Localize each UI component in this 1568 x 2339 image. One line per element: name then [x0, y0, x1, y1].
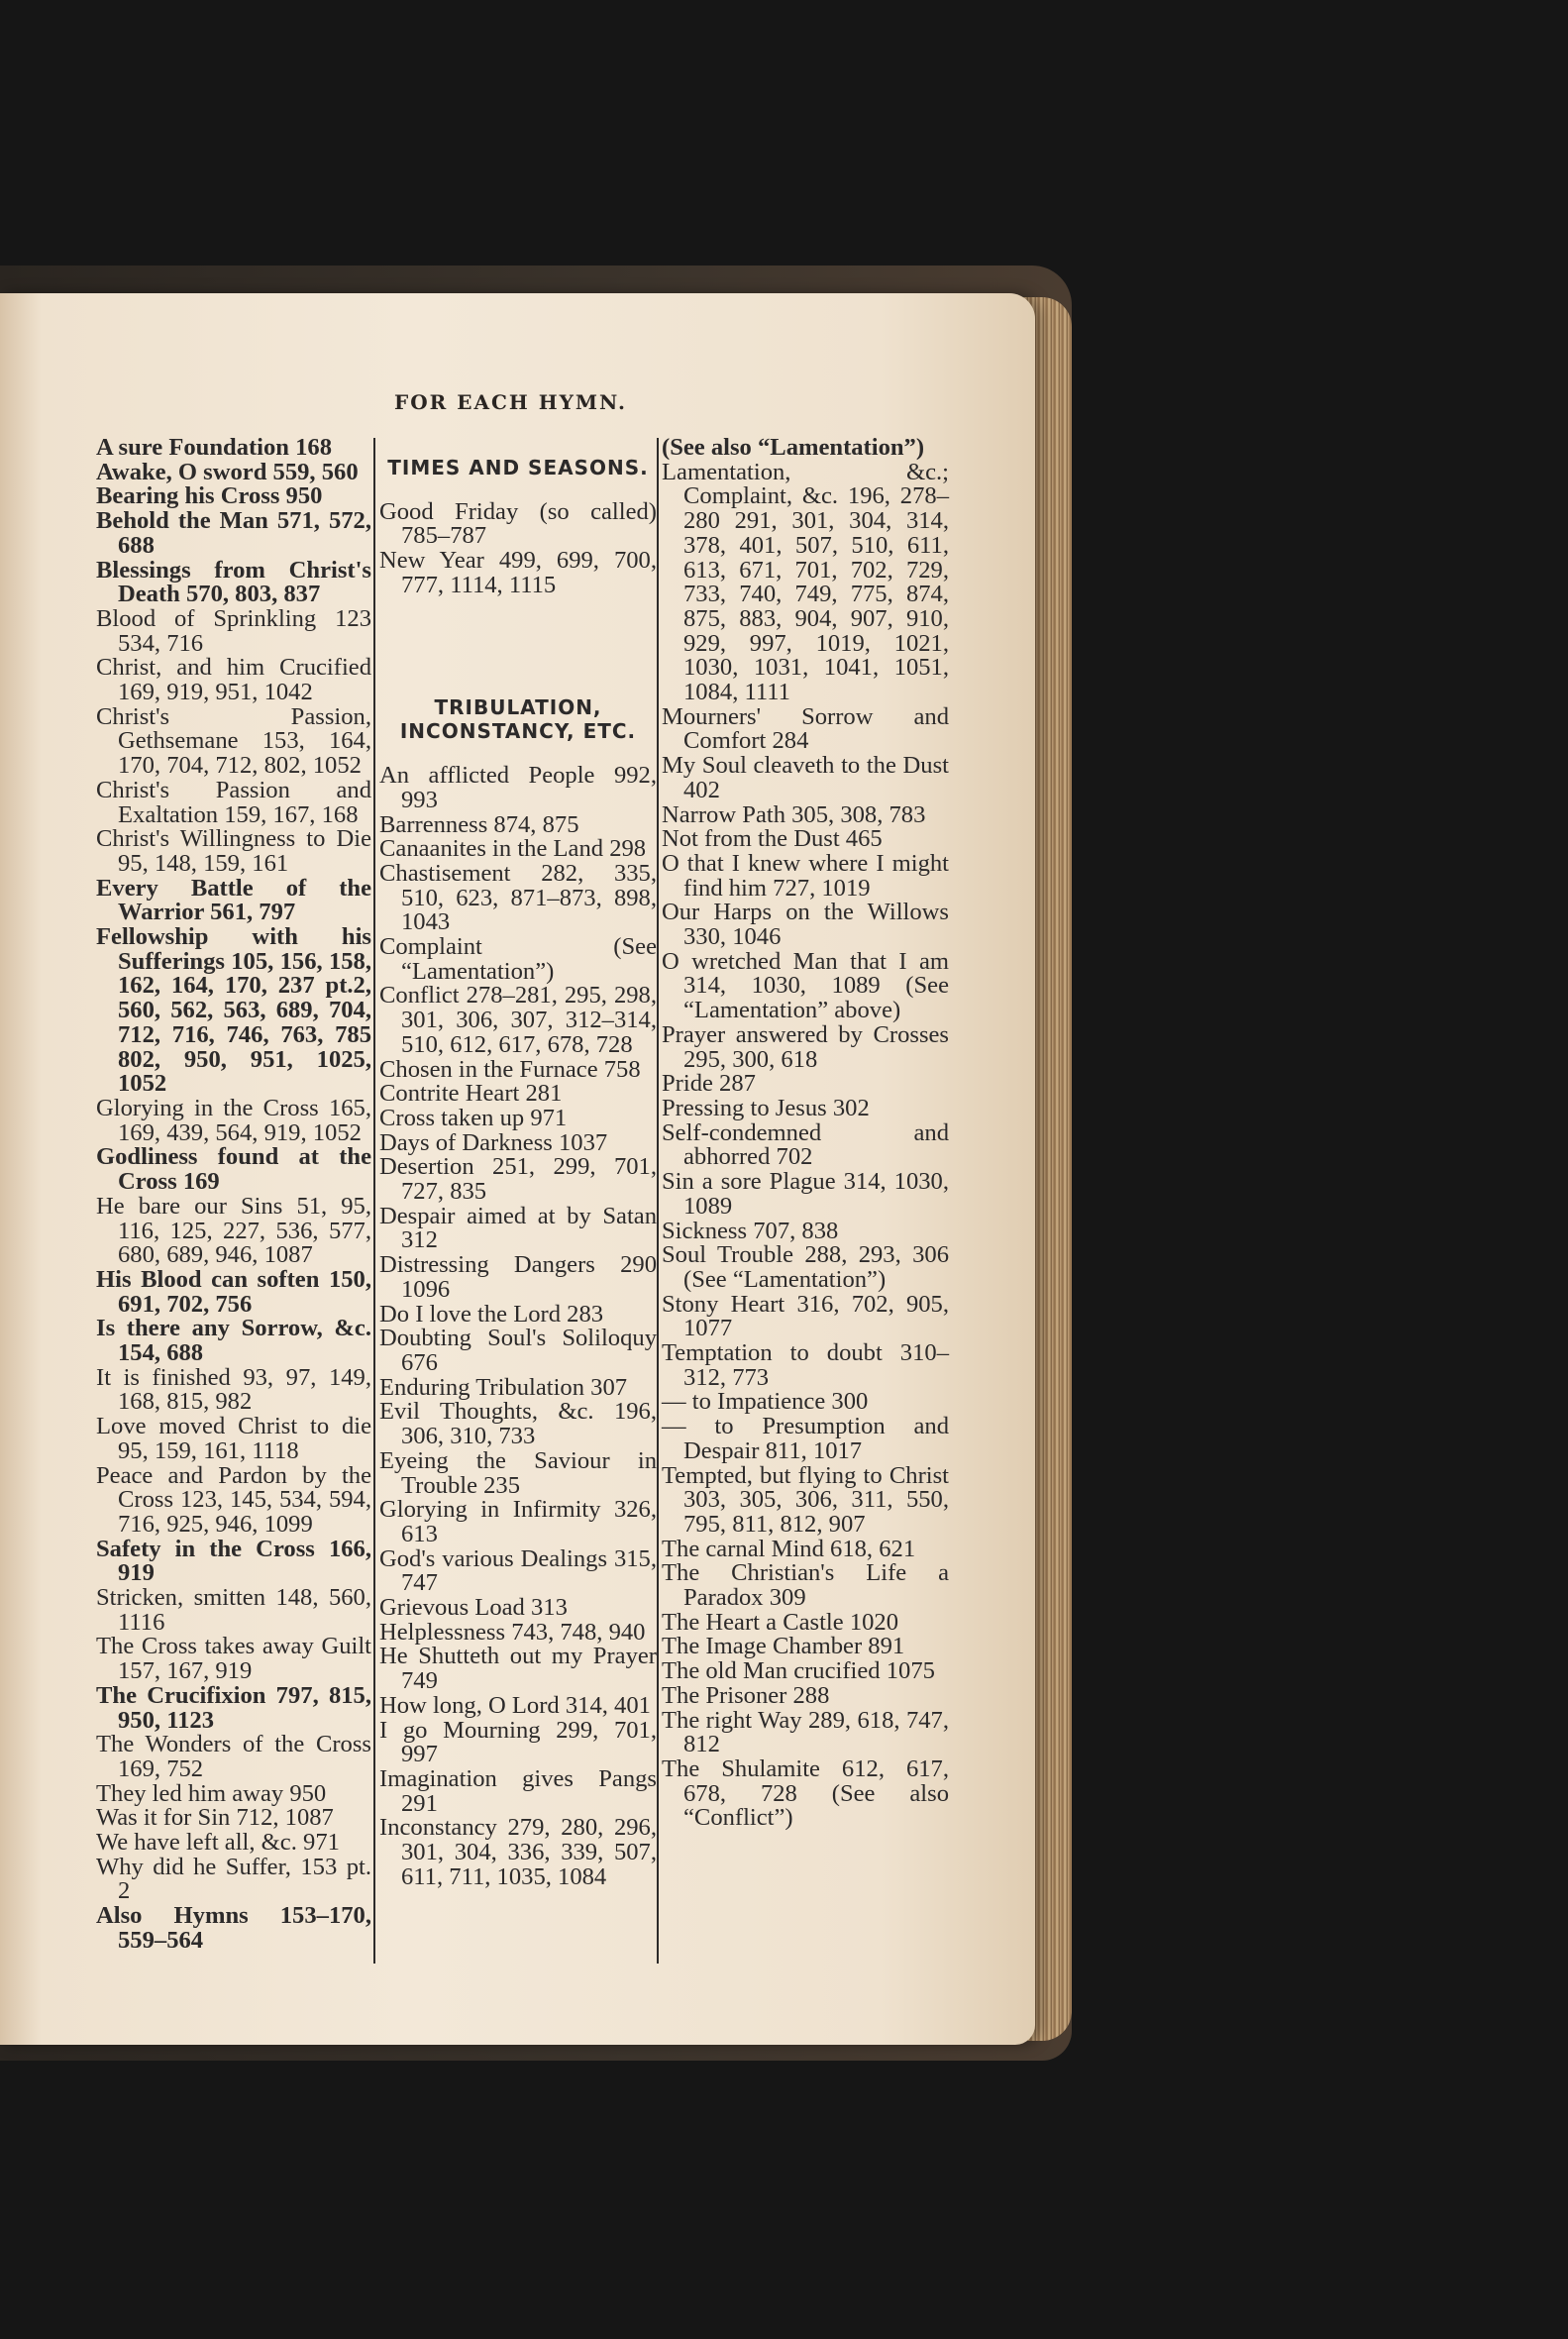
- index-entry: Grievous Load 313: [379, 1594, 568, 1622]
- index-entry: They led him away 950: [96, 1779, 327, 1807]
- index-entry: Good Friday (so called) 785–787: [379, 497, 657, 550]
- index-entry: Enduring Tribulation 307: [379, 1373, 628, 1401]
- index-entry: It is finished 93, 97, 149, 168, 815, 982: [96, 1363, 371, 1416]
- index-column-2: [379, 436, 657, 1889]
- index-entry: An afflicted People 992, 993: [379, 762, 657, 813]
- index-entry: Not from the Dust 465: [662, 825, 883, 853]
- index-entry: Contrite Heart 281: [379, 1080, 563, 1108]
- index-entry: Stricken, smitten 148, 560, 1116: [96, 1584, 371, 1636]
- index-entry: We have left all, &c. 971: [96, 1829, 340, 1857]
- index-entry: Is there any Sorrow, &c. 154, 688: [96, 1315, 371, 1367]
- index-entry: Complaint (See “Lamentation”): [379, 933, 657, 985]
- index-entry: Safety in the Cross 166, 919: [96, 1535, 371, 1587]
- index-entry: God's various Dealings 315, 747: [379, 1544, 657, 1597]
- index-entry: Also Hymns 153–170, 559–564: [96, 1902, 371, 1954]
- index-entry: A sure Foundation 168: [96, 434, 333, 461]
- index-entry: Tempted, but flying to Christ 303, 305, 306, 311, 550, 795, 811, 812, 907: [662, 1461, 949, 1538]
- index-entry: Conflict 278–281, 295, 298, 301, 306, 307, 312–314, 510, 612, 617, 678, 728: [379, 982, 657, 1058]
- index-entry: Chosen in the Furnace 758: [379, 1055, 641, 1083]
- index-entry: Fellowship with his Sufferings 105, 156, 158, 162, 164, 170, 237 pt.2, 560, 562, 563, 689, 704, 712, 716, 746, 763, 785 802, 950, 951, 1025, 1052: [96, 923, 371, 1098]
- index-entry: Bearing his Cross 950: [96, 482, 323, 510]
- index-entry: Do I love the Lord 283: [379, 1300, 604, 1328]
- index-column-3: [662, 436, 949, 1831]
- index-entry: His Blood can soften 150, 691, 702, 756: [96, 1265, 371, 1318]
- section-heading: TIMES AND SEASONS.: [387, 456, 649, 479]
- index-entry: Desertion 251, 299, 701, 727, 835: [379, 1153, 657, 1206]
- index-entry: Inconstancy 279, 280, 296, 301, 304, 336, 339, 507, 611, 711, 1035, 1084: [379, 1814, 657, 1890]
- index-entry: Blessings from Christ's Death 570, 803, 837: [96, 556, 371, 608]
- index-entry: He Shutteth out my Prayer 749: [379, 1643, 657, 1695]
- index-entry: Godliness found at the Cross 169: [96, 1143, 371, 1196]
- index-entry: Christ's Passion and Exaltation 159, 167, 168: [96, 776, 371, 828]
- index-entry: Imagination gives Pangs 291: [379, 1764, 657, 1817]
- index-entry: Pressing to Jesus 302: [662, 1094, 870, 1121]
- page-header: FOR EACH HYMN.: [394, 390, 628, 414]
- index-entry: Helplessness 743, 748, 940: [379, 1618, 646, 1646]
- index-entry: The Crucifixion 797, 815, 950, 1123: [96, 1681, 371, 1734]
- index-entry: — to Impatience 300: [662, 1388, 869, 1416]
- index-entry: Lamentation, &c.; Complaint, &c. 196, 278–280 291, 301, 304, 314, 378, 401, 507, 510, 611, 613, 671, 701, 702, 729, 733, 740, 749, 775, 874, 875, 883, 904, 907, 910, 929, 997, 1019, 1021, 1030, 1031, 1041, 1051, 1084, 1111: [662, 458, 949, 706]
- index-entry: Doubting Soul's Soliloquy 676: [379, 1325, 657, 1376]
- section-heading: TRIBULATION, INCONSTANCY, ETC.: [399, 694, 637, 744]
- index-entry: Peace and Pardon by the Cross 123, 145, 534, 594, 716, 925, 946, 1099: [96, 1461, 371, 1538]
- index-entry: The Christian's Life a Paradox 309: [662, 1559, 949, 1612]
- index-entry: Christ, and him Crucified 169, 919, 951, 1042: [96, 654, 371, 706]
- index-entry: Soul Trouble 288, 293, 306 (See “Lamentation”): [662, 1241, 949, 1293]
- column-rule: [373, 438, 375, 1964]
- index-entry: Love moved Christ to die 95, 159, 161, 1118: [96, 1413, 371, 1464]
- index-entry: Mourners' Sorrow and Comfort 284: [662, 702, 949, 755]
- index-entry: The Heart a Castle 1020: [662, 1608, 899, 1636]
- index-entry: Awake, O sword 559, 560: [96, 458, 359, 485]
- index-entry: How long, O Lord 314, 401: [379, 1691, 651, 1719]
- index-entry: Narrow Path 305, 308, 783: [662, 800, 926, 828]
- index-entry: Christ's Passion, Gethsemane 153, 164, 170, 704, 712, 802, 1052: [96, 702, 371, 780]
- index-entry: My Soul cleaveth to the Dust 402: [662, 752, 949, 803]
- index-entry: Temptation to doubt 310–312, 773: [662, 1339, 949, 1391]
- index-entry: The Cross takes away Guilt 157, 167, 919: [96, 1633, 371, 1685]
- index-entry: The old Man crucified 1075: [662, 1657, 935, 1685]
- index-entry: Was it for Sin 712, 1087: [96, 1804, 334, 1832]
- index-entry: Pride 287: [662, 1070, 756, 1098]
- index-entry: Sickness 707, 838: [662, 1217, 839, 1244]
- index-entry: Glorying in the Cross 165, 169, 439, 564, 919, 1052: [96, 1094, 371, 1146]
- column-rule: [657, 438, 659, 1964]
- index-entry: O wretched Man that I am 314, 1030, 1089 (See “Lamentation” above): [662, 947, 949, 1024]
- index-entry: (See also “Lamentation”): [662, 434, 925, 461]
- index-entry: The Image Chamber 891: [662, 1633, 905, 1660]
- index-entry: Eyeing the Saviour in Trouble 235: [379, 1446, 657, 1499]
- index-entry: The carnal Mind 618, 621: [662, 1535, 916, 1562]
- index-entry: The right Way 289, 618, 747, 812: [662, 1706, 949, 1758]
- index-entry: He bare our Sins 51, 95, 116, 125, 227, 536, 577, 680, 689, 946, 1087: [96, 1192, 371, 1269]
- index-entry: Why did he Suffer, 153 pt. 2: [96, 1853, 371, 1905]
- index-entry: Stony Heart 316, 702, 905, 1077: [662, 1290, 949, 1342]
- index-entry: Despair aimed at by Satan 312: [379, 1202, 657, 1254]
- index-entry: I go Mourning 299, 701, 997: [379, 1716, 657, 1768]
- index-entry: The Prisoner 288: [662, 1681, 830, 1709]
- index-entry: Our Harps on the Willows 330, 1046: [662, 899, 949, 951]
- index-entry: Chastisement 282, 335, 510, 623, 871–873, 898, 1043: [379, 859, 657, 936]
- index-column-1: [96, 436, 371, 1954]
- index-entry: Evil Thoughts, &c. 196, 306, 310, 733: [379, 1398, 657, 1450]
- index-entry: Barrenness 874, 875: [379, 810, 579, 838]
- index-entry: O that I knew where I might find him 727, 1019: [662, 849, 949, 902]
- index-entry: Prayer answered by Crosses 295, 300, 618: [662, 1020, 949, 1073]
- index-entry: The Wonders of the Cross 169, 752: [96, 1731, 371, 1782]
- index-entry: Cross taken up 971: [379, 1104, 568, 1131]
- section-gap: [379, 622, 657, 671]
- index-entry: Behold the Man 571, 572, 688: [96, 507, 371, 559]
- index-entry: Self-condemned and abhorred 702: [662, 1118, 949, 1171]
- index-entry: Canaanites in the Land 298: [379, 835, 647, 863]
- index-entry: Distressing Dangers 290 1096: [379, 1251, 657, 1303]
- index-entry: Glorying in Infirmity 326, 613: [379, 1496, 657, 1547]
- index-entry: New Year 499, 699, 700, 777, 1114, 1115: [379, 547, 657, 598]
- index-entry: Days of Darkness 1037: [379, 1128, 608, 1156]
- index-entry: Blood of Sprinkling 123 534, 716: [96, 604, 371, 657]
- index-entry: Sin a sore Plague 314, 1030, 1089: [662, 1168, 949, 1220]
- index-entry: The Shulamite 612, 617, 678, 728 (See also “Conflict”): [662, 1754, 949, 1832]
- index-entry: — to Presumption and Despair 811, 1017: [662, 1413, 949, 1464]
- index-entry: Every Battle of the Warrior 561, 797: [96, 874, 371, 926]
- index-entry: Christ's Willingness to Die 95, 148, 159, 161: [96, 825, 371, 877]
